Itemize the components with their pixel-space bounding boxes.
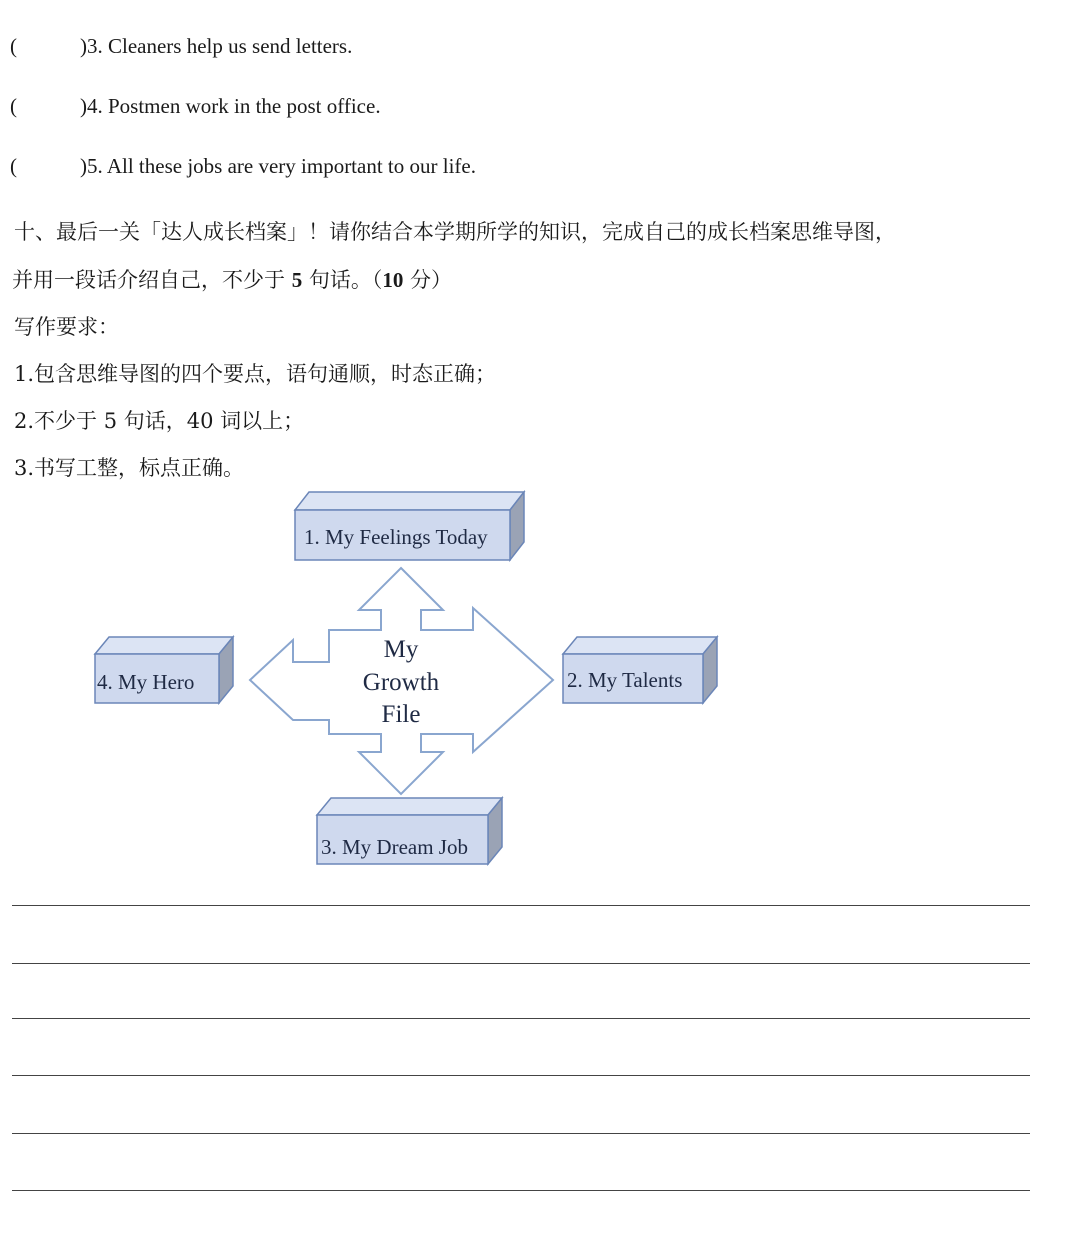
answer-blank[interactable]: ( <box>10 94 17 118</box>
center-label-line1: My <box>383 636 419 663</box>
box-my-hero <box>95 637 233 703</box>
requirement-1: 1.包含思维导图的四个要点，语句通顺，时态正确； <box>14 362 497 386</box>
writing-line[interactable] <box>12 963 1030 964</box>
sentence-count: 5 <box>291 268 303 292</box>
box-dream-job <box>317 798 502 864</box>
section-heading: 十、最后一关「达人成长档案」！请你结合本学期所学的知识，完成自己的成长档案思维导图， <box>14 220 896 244</box>
heading-text: 句话。（ <box>302 268 383 292</box>
box-label: 1. My Feelings Today <box>304 525 488 549</box>
writing-line[interactable] <box>12 1133 1030 1134</box>
box-feelings-today <box>295 492 524 560</box>
answer-blank[interactable]: ( <box>10 154 17 178</box>
heading-text: 并用一段话介绍自己，不少于 <box>12 268 292 292</box>
box-my-talents <box>563 637 717 703</box>
tf-statement: )5. All these jobs are very important to our life. <box>80 154 476 178</box>
writing-line[interactable] <box>12 1018 1030 1019</box>
answer-blank[interactable]: ( <box>10 34 17 58</box>
writing-line[interactable] <box>12 1190 1030 1191</box>
heading-text: 分） <box>403 268 453 292</box>
box-label: 2. My Talents <box>567 668 683 692</box>
requirements-title: 写作要求： <box>14 315 119 339</box>
writing-line[interactable] <box>12 905 1030 906</box>
requirement-3: 3.书写工整，标点正确。 <box>14 456 245 480</box>
box-label: 4. My Hero <box>97 670 195 694</box>
box-label: 3. My Dream Job <box>321 835 468 859</box>
center-label-line2: Growth <box>362 669 440 696</box>
tf-statement: )3. Cleaners help us send letters. <box>80 34 353 58</box>
score-value: 10 <box>382 268 404 292</box>
center-label-line3: File <box>381 701 421 728</box>
tf-statement: )4. Postmen work in the post office. <box>80 94 381 118</box>
requirement-2: 2.不少于 5 句话，40 词以上； <box>14 409 305 433</box>
writing-line[interactable] <box>12 1075 1030 1076</box>
